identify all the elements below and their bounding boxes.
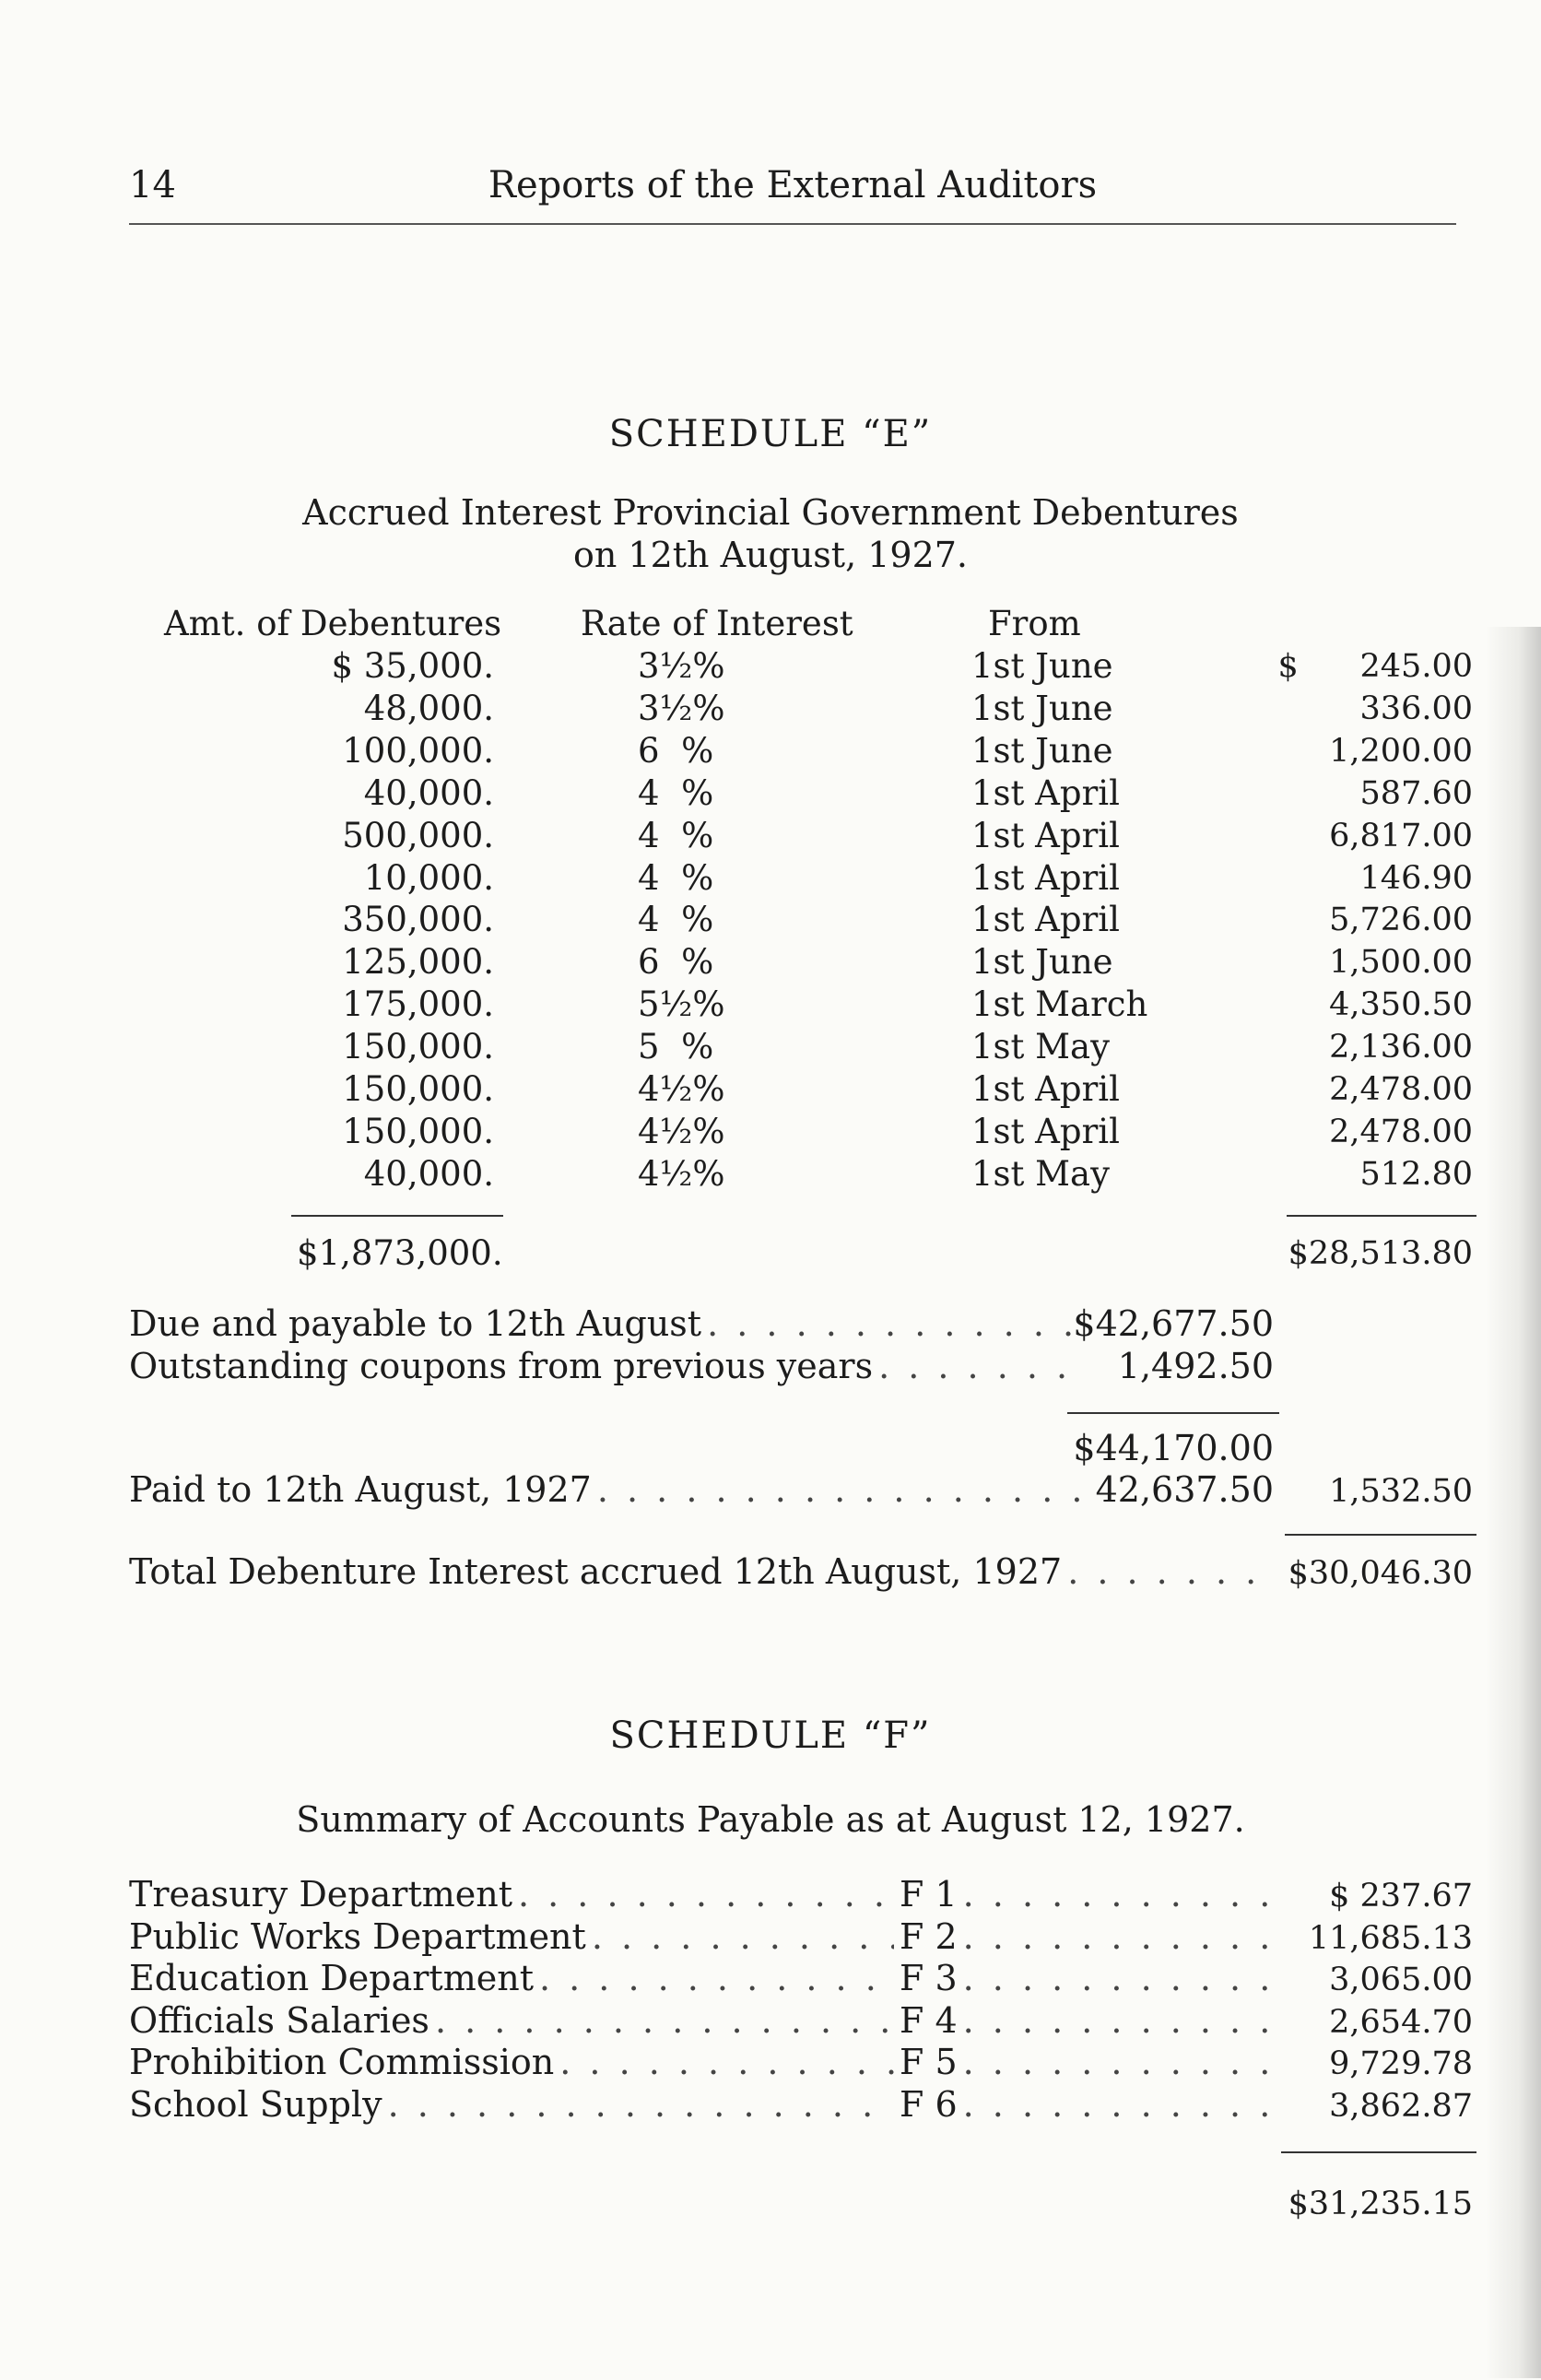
outstanding-label: Outstanding coupons from previous years	[129, 1346, 874, 1386]
list-item	[129, 2083, 900, 2126]
schedule-e-title: SCHEDULE “E”	[608, 413, 933, 455]
accrued-interest: 146.90	[1359, 859, 1473, 897]
debenture-amount: 100,000.	[342, 730, 494, 771]
accrued-interest: 6,817.00	[1329, 817, 1473, 854]
department-name: Education Department	[129, 1958, 534, 1999]
debenture-amount: 150,000.	[342, 1069, 494, 1109]
department-name: Treasury Department	[129, 1874, 512, 1915]
reference-cell	[900, 2041, 1279, 2083]
subtotal-rule	[1067, 1412, 1279, 1414]
due-label: Due and payable to 12th August	[129, 1303, 702, 1344]
leader-dots	[539, 1957, 894, 1999]
debenture-amount: 48,000.	[363, 688, 494, 728]
interest-from: 1st April	[971, 1111, 1120, 1151]
total-amount: $1,873,000.	[297, 1233, 503, 1273]
interest-rate: 5½%	[638, 984, 725, 1025]
interest-rate: 4 %	[638, 815, 714, 855]
paid-difference: 1,532.50	[1329, 1473, 1473, 1510]
interest-from: 1st May	[971, 1153, 1111, 1194]
page-header	[129, 164, 1456, 210]
interest-from: 1st June	[971, 688, 1113, 728]
interest-rate: 5 %	[638, 1027, 714, 1067]
leader-dots	[1067, 1550, 1268, 1593]
interest-rate: 4 %	[638, 857, 714, 898]
debenture-amount: 150,000.	[342, 1027, 494, 1067]
leader-dots	[388, 2083, 894, 2126]
amount-total-rule	[291, 1215, 503, 1217]
debenture-amount: 350,000.	[342, 900, 494, 940]
interest-rate: 6 %	[638, 942, 714, 983]
department-name: School Supply	[129, 2084, 382, 2125]
table-row	[0, 1026, 1541, 1068]
reference-cell	[900, 2083, 1279, 2126]
interest-from: 1st March	[971, 984, 1148, 1025]
table-row	[0, 815, 1541, 857]
reference-cell	[900, 1915, 1279, 1958]
leader-dots	[963, 1957, 1274, 1999]
leader-dots	[518, 1873, 894, 1915]
leader-dots	[963, 1873, 1274, 1915]
list-item	[129, 1915, 900, 1958]
grand-total-label: Total Debenture Interest accrued 12th August, 1927	[129, 1551, 1063, 1592]
total-interest: $28,513.80	[1288, 1235, 1473, 1272]
leader-dots	[878, 1345, 1082, 1387]
accrued-interest: 587.60	[1359, 774, 1473, 812]
column-header-from: From	[988, 604, 1081, 643]
interest-from: 1st April	[971, 772, 1120, 813]
accrued-interest: 512.80	[1359, 1155, 1473, 1193]
payable-amount: $ 237.67	[1329, 1878, 1473, 1915]
table-row	[0, 1153, 1541, 1196]
payable-amount: 3,862.87	[1329, 2088, 1473, 2125]
list-item	[129, 1873, 900, 1915]
schedule-e-column-headers	[0, 603, 1541, 645]
interest-from: 1st April	[971, 815, 1120, 855]
leader-dots	[963, 1915, 1274, 1958]
table-row	[0, 941, 1541, 984]
leader-dots	[963, 2083, 1274, 2126]
accrued-interest: $ 245.00	[1277, 648, 1473, 685]
interest-rate: 4½%	[638, 1069, 725, 1109]
leader-dots	[597, 1468, 1082, 1511]
schedule-reference: F 5	[900, 2042, 958, 2083]
department-name: Public Works Department	[129, 1915, 586, 1957]
table-row	[0, 645, 1541, 688]
schedule-reference: F 1	[900, 1874, 958, 1915]
interest-from: 1st June	[971, 646, 1113, 686]
schedule-reference: F 4	[900, 1999, 958, 2041]
due-payable-row	[129, 1302, 1088, 1345]
debenture-amount: 125,000.	[342, 942, 494, 983]
debenture-amount: $ 35,000.	[331, 646, 494, 686]
reference-cell	[900, 1957, 1279, 1999]
debenture-amount: 500,000.	[342, 815, 494, 855]
interest-rate: 6 %	[638, 730, 714, 771]
schedule-f-total: $31,235.15	[1288, 2186, 1473, 2222]
grand-total-rule	[1285, 1534, 1476, 1536]
interest-rate: 4 %	[638, 772, 714, 813]
accrued-interest: 2,136.00	[1329, 1029, 1473, 1066]
interest-rate: 3½%	[638, 646, 725, 686]
schedule-reference: F 3	[900, 1958, 958, 1999]
leader-dots	[963, 2041, 1274, 2083]
schedule-e-subtitle-line1: Accrued Interest Provincial Government Debentures	[302, 492, 1239, 533]
table-row	[0, 984, 1541, 1026]
accrued-interest: 2,478.00	[1329, 1113, 1473, 1150]
table-row	[0, 688, 1541, 730]
schedule-e-subtitle-line2: on 12th August, 1927.	[572, 535, 969, 575]
debenture-amount: 40,000.	[363, 1153, 494, 1194]
schedule-reference: F 2	[900, 1915, 958, 1957]
reference-cell	[900, 1873, 1279, 1915]
list-item	[129, 2041, 900, 2083]
payable-amount: 11,685.13	[1308, 1919, 1473, 1957]
accrued-interest: 1,200.00	[1329, 732, 1473, 770]
schedule-reference: F 6	[900, 2084, 958, 2125]
table-row	[0, 772, 1541, 815]
department-name: Prohibition Commission	[129, 2042, 555, 2083]
table-row	[0, 1068, 1541, 1111]
table-row	[0, 1111, 1541, 1153]
column-header-rate: Rate of Interest	[581, 604, 853, 643]
reference-cell	[900, 1999, 1279, 2042]
accrued-interest: 2,478.00	[1329, 1071, 1473, 1108]
leader-dots	[559, 2041, 894, 2083]
running-title: Reports of the External Auditors	[488, 164, 1098, 206]
list-item	[129, 1957, 900, 1999]
page-number: 14	[129, 164, 176, 206]
accrued-interest: 5,726.00	[1329, 901, 1473, 939]
interest-from: 1st May	[971, 1027, 1111, 1067]
payable-amount: 3,065.00	[1329, 1962, 1473, 1999]
header-rule	[129, 223, 1456, 225]
interest-from: 1st April	[971, 900, 1120, 940]
department-name: Officials Salaries	[129, 1999, 429, 2041]
subtotal-value: $44,170.00	[1073, 1428, 1274, 1468]
table-row	[0, 899, 1541, 941]
leader-dots	[592, 1915, 894, 1958]
table-row	[0, 730, 1541, 772]
accrued-interest: 336.00	[1359, 689, 1473, 727]
grand-total-value: $30,046.30	[1288, 1555, 1473, 1592]
interest-from: 1st April	[971, 1069, 1120, 1109]
interest-rate: 3½%	[638, 688, 725, 728]
debenture-amount: 175,000.	[342, 984, 494, 1025]
leader-dots	[707, 1302, 1082, 1345]
leader-dots	[435, 1999, 894, 2042]
interest-rate: 4 %	[638, 900, 714, 940]
column-header-amount: Amt. of Debentures	[164, 604, 502, 643]
interest-from: 1st June	[971, 730, 1113, 771]
list-item	[129, 1999, 900, 2042]
interest-rate: 4½%	[638, 1111, 725, 1151]
schedule-e-totals-row	[0, 1232, 1541, 1275]
interest-from: 1st June	[971, 942, 1113, 983]
accrued-interest: 1,500.00	[1329, 944, 1473, 982]
grand-total-row	[129, 1550, 1274, 1593]
payable-amount: 9,729.78	[1329, 2045, 1473, 2083]
payable-amount: 2,654.70	[1329, 2003, 1473, 2041]
debenture-amount: 150,000.	[342, 1111, 494, 1151]
interest-rate: 4½%	[638, 1153, 725, 1194]
debenture-amount: 40,000.	[363, 772, 494, 813]
leader-dots	[963, 1999, 1274, 2042]
paid-row	[129, 1468, 1088, 1511]
debenture-amount: 10,000.	[363, 857, 494, 898]
outstanding-row	[129, 1345, 1088, 1387]
accrued-interest: 4,350.50	[1329, 986, 1473, 1024]
schedule-f-total-rule	[1281, 2151, 1476, 2153]
outstanding-value: 1,492.50	[1117, 1346, 1274, 1386]
schedule-f-title: SCHEDULE “F”	[609, 1714, 932, 1757]
table-row	[0, 857, 1541, 900]
due-value: $42,677.50	[1073, 1303, 1274, 1344]
schedule-f-subtitle: Summary of Accounts Payable as at August 12, 1927.	[296, 1799, 1245, 1840]
paid-value: 42,637.50	[1095, 1469, 1274, 1510]
interest-from: 1st April	[971, 857, 1120, 898]
interest-total-rule	[1287, 1215, 1476, 1217]
paid-label: Paid to 12th August, 1927	[129, 1469, 592, 1510]
